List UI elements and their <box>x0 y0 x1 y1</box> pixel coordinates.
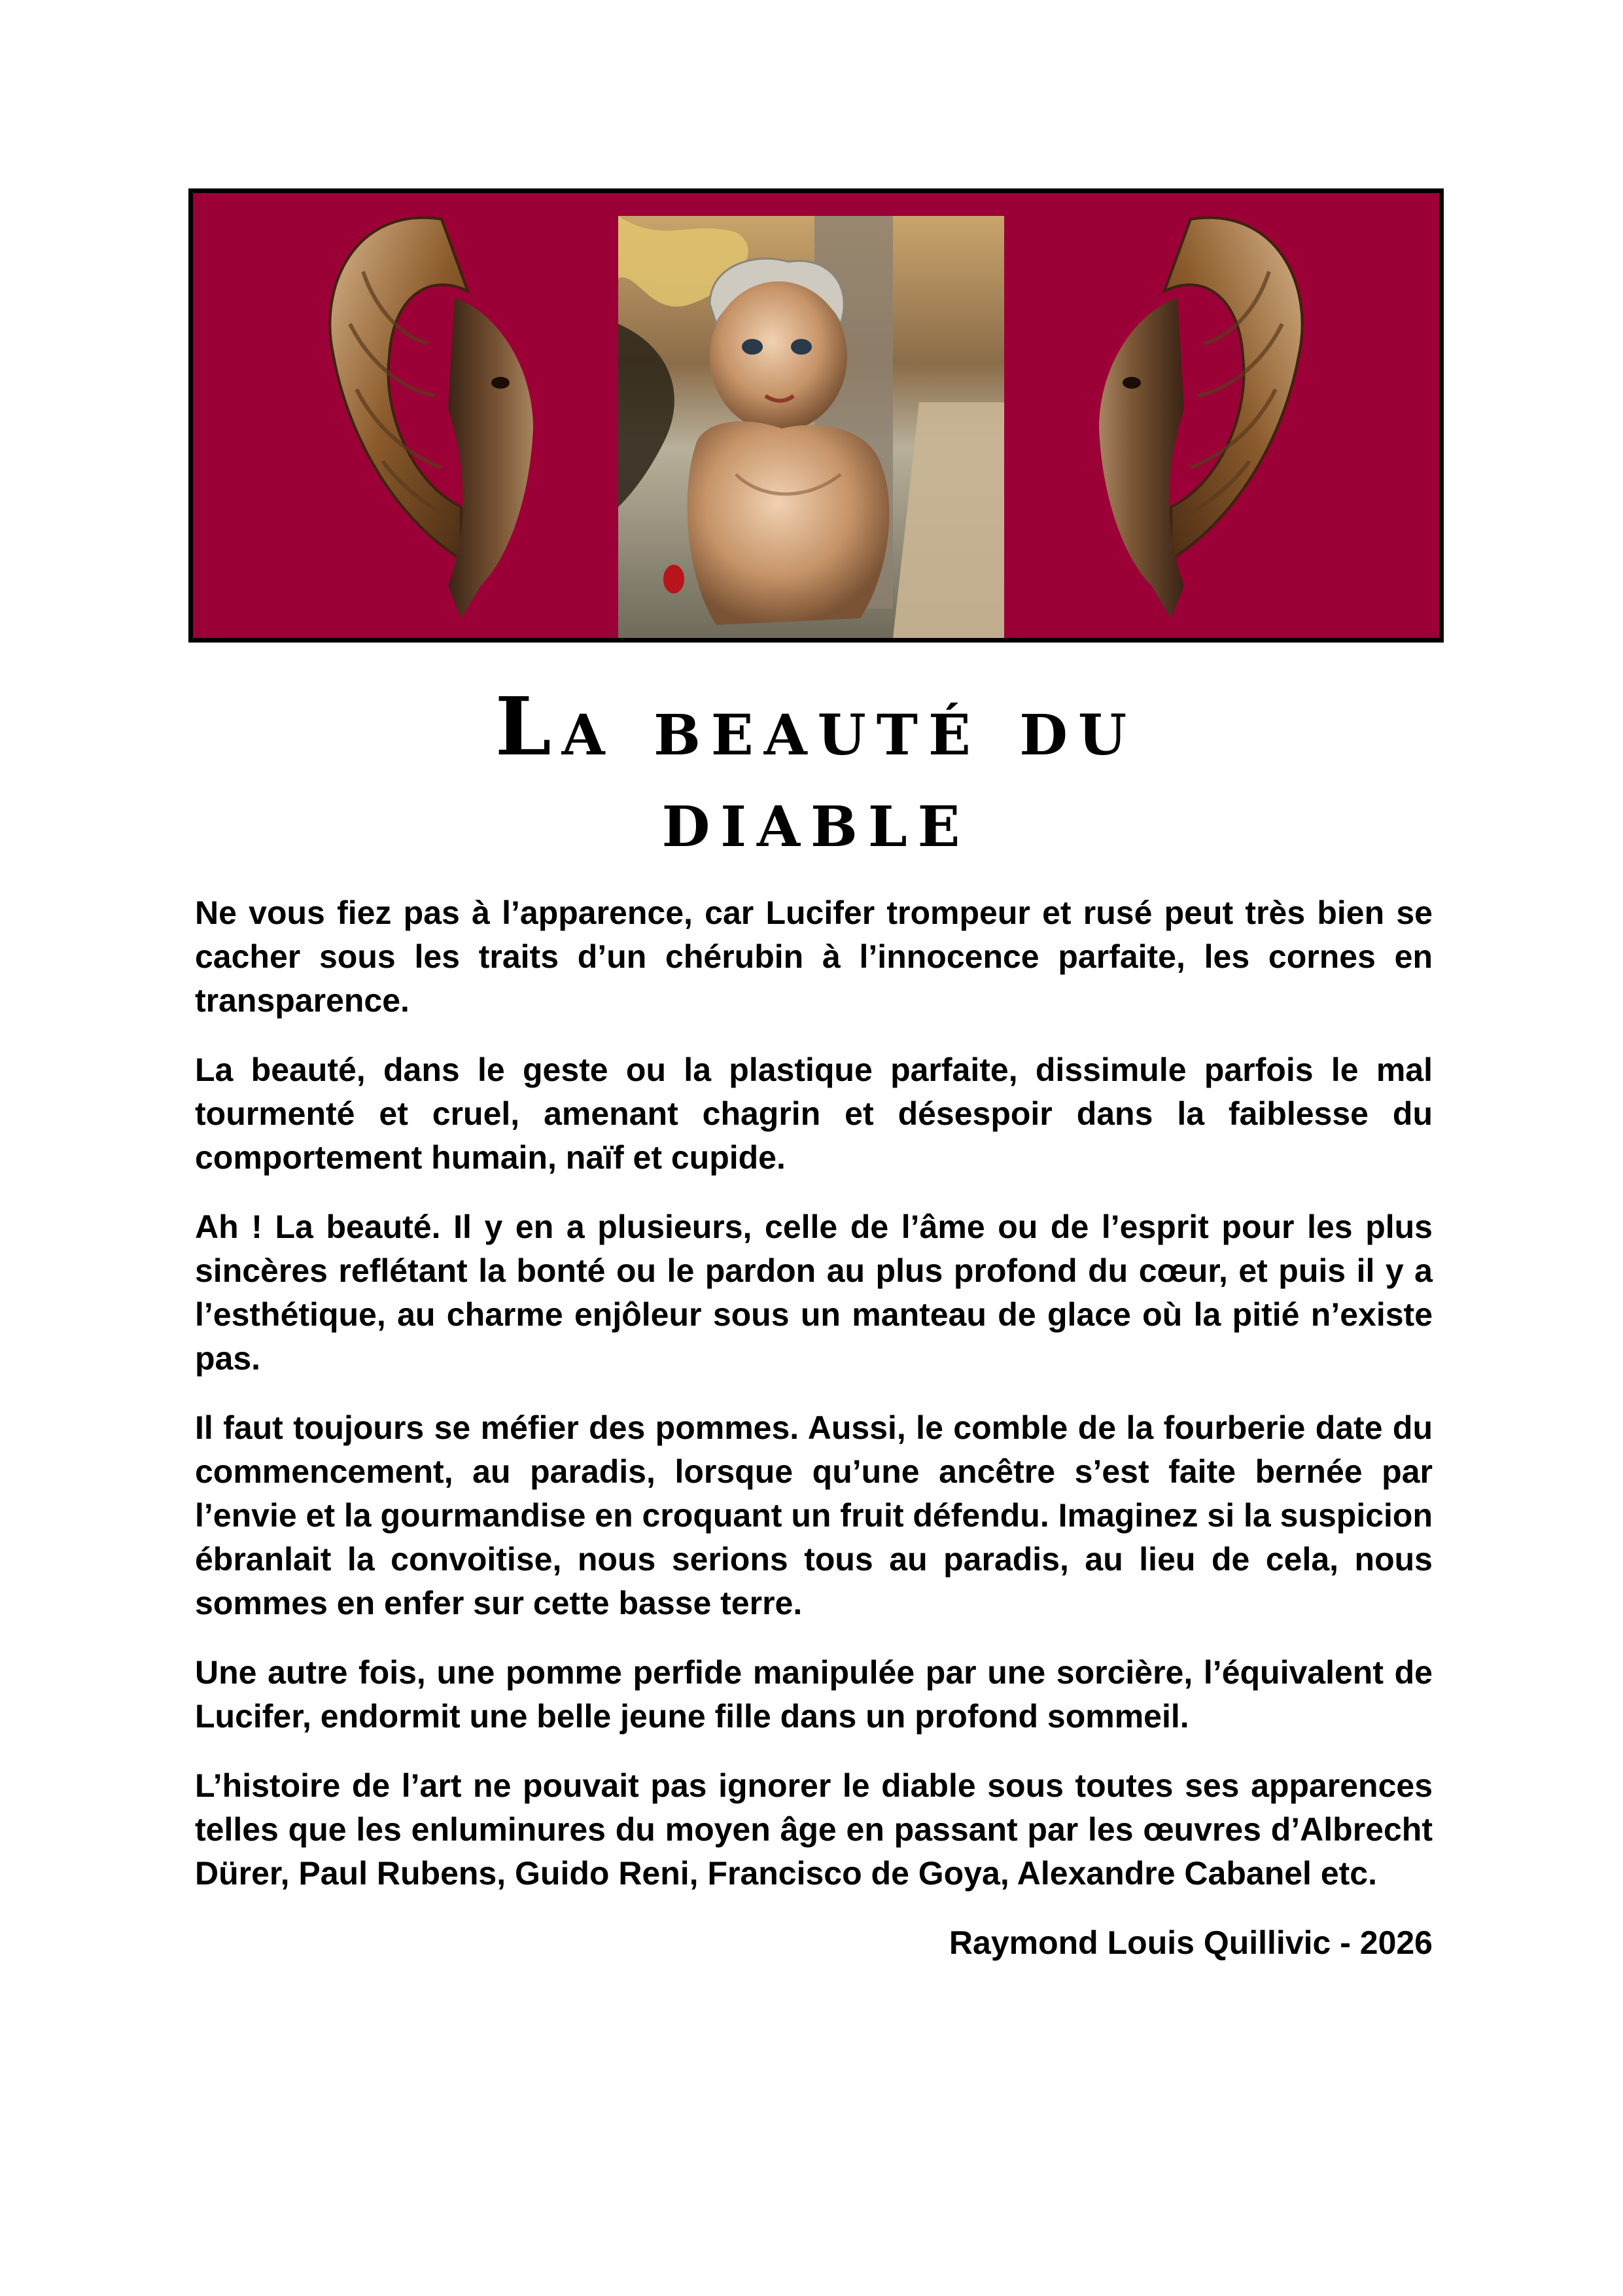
cherub-doll-painting-icon <box>618 216 1004 638</box>
paragraph: Ah ! La beauté. Il y en a plusieurs, celle de l’âme ou de l’esprit pour les plus sincères reflétant la bonté ou le pardon au plus profond du cœur, et puis il y a l’esthétique, au charme enjôleur sous un manteau de glace où la pitié n’existe pas. <box>195 1209 1433 1377</box>
ram-head-right-icon <box>1099 218 1302 618</box>
title-line-2: diable <box>661 771 971 865</box>
paragraph: La beauté, dans le geste ou la plastique parfaite, dissimule parfois le mal tourmenté et cruel, amenant chagrin et désespoir dans la faiblesse du comportement humain, naïf et cupide. <box>195 1051 1433 1176</box>
paragraph: Ne vous fiez pas à l’apparence, car Lucifer trompeur et rusé peut très bien se cacher sous les traits d’un chérubin à l’innocence parfaite, les cornes en transparence. <box>195 894 1433 1019</box>
paragraph: Une autre fois, une pomme perfide manipulée par une sorcière, l’équivalent de Lucifer, endormit une belle jeune fille dans un profond sommeil. <box>195 1654 1433 1735</box>
header-illustration <box>188 188 1444 643</box>
paragraph: L’histoire de l’art ne pouvait pas ignorer le diable sous toutes ses apparences telles que les enluminures du moyen âge en passant par les œuvres d’Albrecht Dürer, Paul Rubens, Guido Reni, Francisco de Goya, Alexandre Cabanel etc. <box>195 1767 1433 1892</box>
author-signature: Raymond Louis Quillivic - 2026 <box>949 1924 1433 1961</box>
page-title <box>188 680 1444 864</box>
title-line-1: La beauté du <box>495 679 1138 773</box>
ram-head-left-icon <box>330 218 533 618</box>
body-text <box>195 891 1433 1965</box>
paragraph: Il faut toujours se méfier des pommes. Aussi, le comble de la fourberie date du commencement, au paradis, lorsque qu’une ancêtre s’est faite bernée par l’envie et la gourmandise en croquant un fruit défendu. Imaginez si la suspicion ébranlait la convoitise, nous serions tous au paradis, au lieu de cela, nous sommes en enfer sur cette basse terre. <box>195 1409 1433 1621</box>
